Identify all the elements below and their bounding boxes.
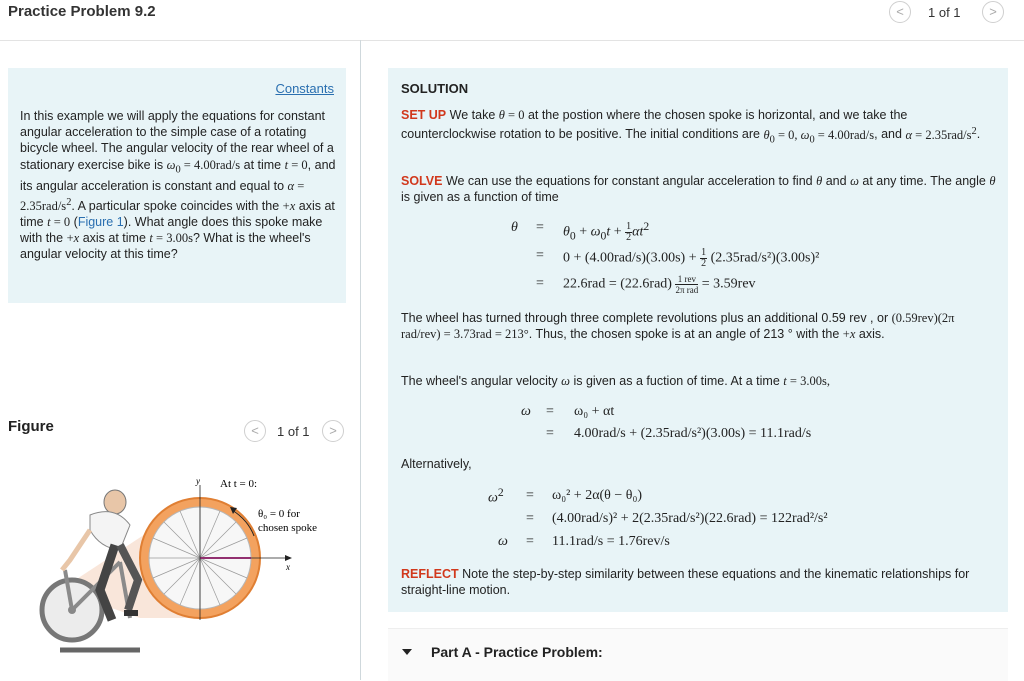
eq-equals-6: = bbox=[526, 488, 534, 503]
eq-alt-omega: ω bbox=[498, 534, 508, 549]
eq-equals-3: = bbox=[536, 276, 544, 291]
eq-omega-row1: ω₀ + αt bbox=[574, 404, 615, 419]
eq-theta-lhs: θ bbox=[511, 220, 518, 235]
reflect-label: REFLECT bbox=[401, 567, 459, 581]
eq-alt-row2: (4.00rad/s)² + 2(2.35rad/s²)(22.6rad) = 122rad²/s² bbox=[552, 511, 828, 526]
omega-paragraph: The wheel's angular velocity ω is given as a fuction of time. At a time t = 3.00s, bbox=[401, 374, 830, 388]
problem-text: In this example we will apply the equations for constant angular acceleration to the simple case of a rotating bicycle wheel. The angular velocity of the rear wheel of a stationary exercise bike is $\omega_0 = 4.00rad/s$ at time t = 0, and its angular acceleration is constant and equal to $\alpha = 2.35rad/s^2$. A particular spoke coincides with the +x axis at time t = 0 (Figure 1). What angle does this spoke make with the +x axis at time t = 3.00s? What is the wheel's angular velocity at this time? bbox=[20, 109, 336, 262]
part-a-title: Part A - Practice Problem: bbox=[431, 644, 603, 660]
chevron-left-icon: < bbox=[251, 423, 259, 438]
eq-theta-row1: $\theta_0 + \omega_0t$ + $\frac{1}{2}$ $\alpha t^2$ bbox=[563, 220, 650, 243]
chevron-left-icon: < bbox=[896, 4, 904, 19]
header-bar bbox=[0, 0, 1024, 41]
eq-alt-lhs: $\omega^2$ bbox=[488, 486, 504, 506]
eq-equals-4: = bbox=[546, 404, 554, 419]
theta-label-2: chosen spoke bbox=[258, 522, 317, 534]
x-axis-label: x bbox=[286, 562, 290, 572]
x-axis-arrow-icon bbox=[285, 555, 292, 561]
at-time-label: At t = 0: bbox=[220, 478, 258, 490]
next-page-button[interactable] bbox=[982, 1, 1004, 23]
setup-paragraph: SET UP We take θ = 0 at the postion where the chosen spoke is horizontal, and we take the counterclockwise rotation to be positive. The initial conditions are $\theta_0 = 0$, $\omega_0 = 4.00rad/s$, and $\alpha = 2.35rad/s^2$. bbox=[401, 108, 981, 146]
caret-down-icon bbox=[402, 649, 412, 655]
figure-prev-button[interactable] bbox=[244, 420, 266, 442]
part-a-toggle[interactable] bbox=[388, 628, 1008, 681]
turned-paragraph: The wheel has turned through three complete revolutions plus an additional 0.59 rev , or (0.59rev)(2π rad/rev) = 3.73rad = 213°. Thus, the chosen spoke is at an angle of 213 ° with the +x axis. bbox=[401, 311, 955, 342]
panel-divider bbox=[360, 40, 361, 680]
setup-label: SET UP bbox=[401, 108, 447, 122]
page-title: Practice Problem 9.2 bbox=[8, 3, 156, 20]
figure-link[interactable]: Figure 1 bbox=[77, 214, 124, 229]
chevron-right-icon: > bbox=[989, 4, 997, 19]
eq-omega-row2: 4.00rad/s + (2.35rad/s²)(3.00s) = 11.1rad/s bbox=[574, 426, 812, 441]
problem-statement-box bbox=[8, 68, 346, 303]
reflect-paragraph: REFLECT Note the step-by-step similarity between these equations and the kinematic relationships for straight-line motion. bbox=[401, 567, 970, 598]
figure-next-button[interactable] bbox=[322, 420, 344, 442]
figure-label: Figure bbox=[8, 418, 54, 435]
eq-equals-1: = bbox=[536, 220, 544, 235]
solution-box bbox=[388, 68, 1008, 612]
solve-label: SOLVE bbox=[401, 174, 443, 188]
constants-link[interactable]: Constants bbox=[275, 81, 334, 96]
y-axis-label: y bbox=[196, 476, 200, 486]
eq-alt-row1: ω₀² + 2α(θ − θ₀) bbox=[552, 488, 643, 503]
alternatively-text: Alternatively, bbox=[401, 457, 472, 471]
eq-omega-lhs: ω bbox=[521, 404, 531, 419]
eq-equals-2: = bbox=[536, 248, 544, 263]
eq-equals-5: = bbox=[546, 426, 554, 441]
bicycle-wheel-figure bbox=[20, 470, 350, 665]
solution-heading: SOLUTION bbox=[401, 81, 469, 96]
eq-theta-row3: 22.6rad = (22.6rad) $\frac{\text{1 rev}}{\text{2π rad}}$ = 3.59rev bbox=[563, 274, 756, 295]
chevron-right-icon: > bbox=[329, 423, 337, 438]
solve-paragraph: SOLVE We can use the equations for constant angular acceleration to find θ and ω at any time. The angle θ is given as a function of time bbox=[401, 174, 996, 205]
eq-equals-7: = bbox=[526, 511, 534, 526]
eq-theta-row2: 0 + (4.00rad/s)(3.00s) + $\frac{1}{2}$ (2.35rad/s²)(3.00s)² bbox=[563, 247, 820, 269]
eq-alt-row3: 11.1rad/s = 1.76rev/s bbox=[552, 534, 670, 549]
theta-label: θ₀ = 0 for bbox=[258, 508, 300, 520]
eq-equals-8: = bbox=[526, 534, 534, 549]
page-indicator: 1 of 1 bbox=[928, 5, 961, 20]
figure-page-indicator: 1 of 1 bbox=[277, 424, 310, 439]
prev-page-button[interactable] bbox=[889, 1, 911, 23]
